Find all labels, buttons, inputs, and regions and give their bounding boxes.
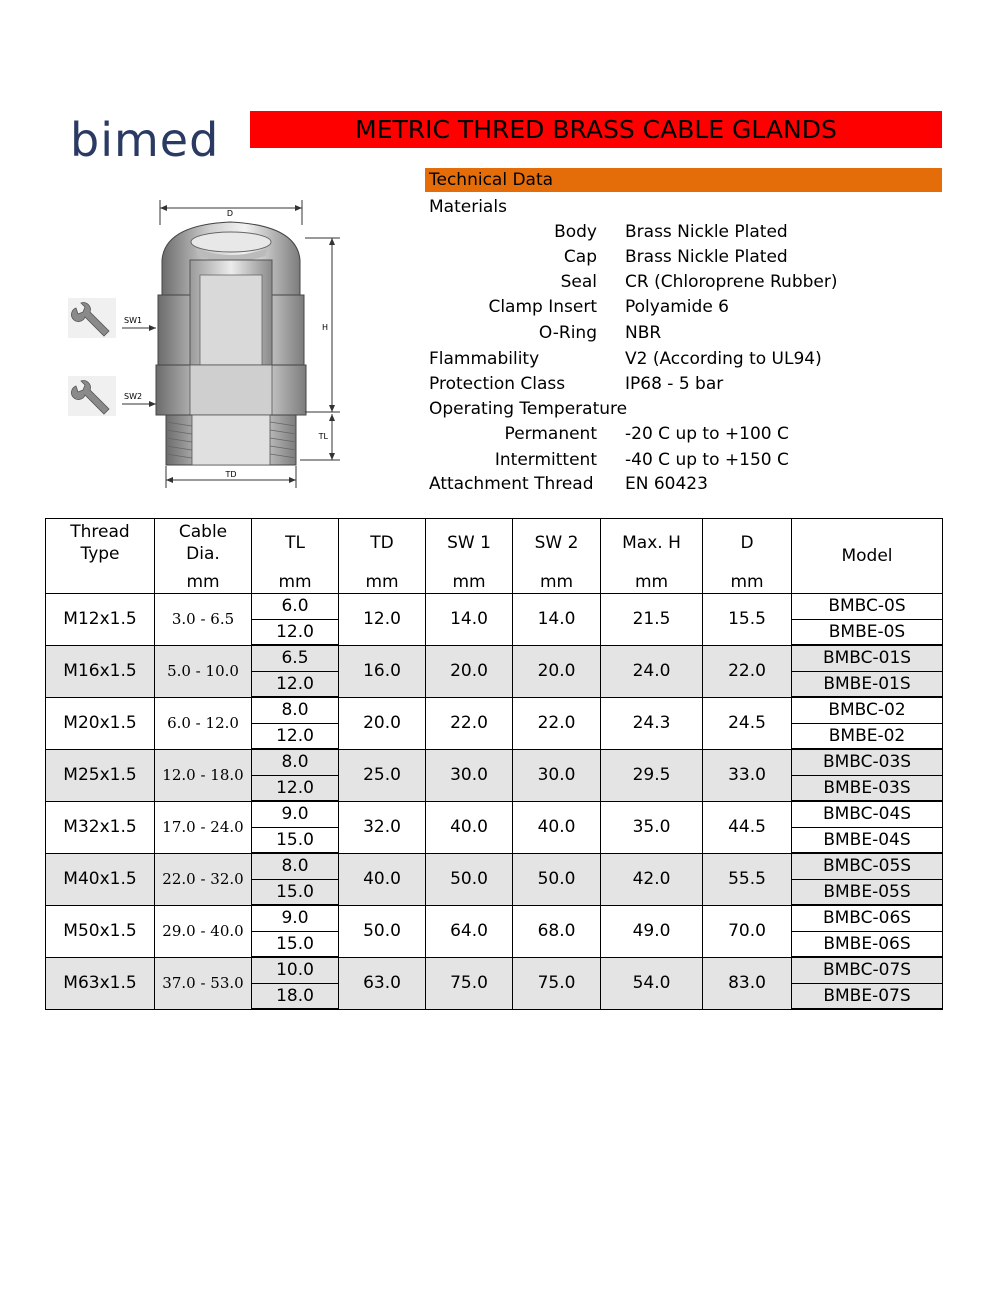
d-cell: 22.0 [703, 645, 792, 697]
thread-type-cell: M16x1.5 [46, 645, 155, 697]
model-cell-bottom: BMBE-01S [792, 671, 943, 697]
attachment-thread-value: EN 60423 [625, 474, 708, 494]
thread-type-cell: M63x1.5 [46, 957, 155, 1009]
operating-temperature-label: Operating Temperature [429, 399, 628, 419]
td-cell: 50.0 [339, 905, 426, 957]
thread-type-cell: M32x1.5 [46, 801, 155, 853]
model-cell-bottom: BMBE-03S [792, 775, 943, 801]
sw2-cell: 50.0 [513, 853, 601, 905]
dim-tl-label: TL [318, 432, 328, 441]
max-h-cell: 49.0 [601, 905, 703, 957]
tl-cell-top: 10.0 [252, 957, 339, 983]
d-cell: 44.5 [703, 801, 792, 853]
d-cell: 83.0 [703, 957, 792, 1009]
tl-cell-bottom: 15.0 [252, 931, 339, 957]
cap-value: Brass Nickle Plated [625, 247, 788, 267]
permanent-label: Permanent [504, 424, 597, 444]
model-cell-top: BMBC-07S [792, 957, 943, 983]
cable-dia-cell: 17.0 - 24.0 [155, 801, 252, 853]
page-title: METRIC THRED BRASS CABLE GLANDS [355, 115, 837, 144]
sw1-cell: 22.0 [426, 697, 513, 749]
cable-dia-cell: 12.0 - 18.0 [155, 749, 252, 801]
cable-dia-cell: 37.0 - 53.0 [155, 957, 252, 1009]
header-td: TD mm [339, 519, 426, 594]
model-cell-top: BMBC-02 [792, 697, 943, 723]
cable-dia-cell: 5.0 - 10.0 [155, 645, 252, 697]
tl-cell-top: 8.0 [252, 853, 339, 879]
max-h-cell: 24.3 [601, 697, 703, 749]
table-row [46, 645, 943, 671]
o-ring-value: NBR [625, 323, 662, 343]
model-cell-bottom: BMBE-02 [792, 723, 943, 749]
table-row [46, 697, 943, 723]
d-cell: 70.0 [703, 905, 792, 957]
body-value: Brass Nickle Plated [625, 222, 788, 242]
max-h-cell: 54.0 [601, 957, 703, 1009]
tl-cell-bottom: 15.0 [252, 879, 339, 905]
flammability-value: V2 (According to UL94) [625, 349, 822, 369]
sw2-cell: 14.0 [513, 594, 601, 646]
sw2-cell: 30.0 [513, 749, 601, 801]
sw1-cell: 20.0 [426, 645, 513, 697]
header-cable-dia: Cable Dia. mm [155, 519, 252, 594]
thread-type-cell: M20x1.5 [46, 697, 155, 749]
materials-label: Materials [429, 197, 507, 217]
td-cell: 63.0 [339, 957, 426, 1009]
header-sw2: SW 2 mm [513, 519, 601, 594]
tl-cell-bottom: 12.0 [252, 723, 339, 749]
thread-type-cell: M50x1.5 [46, 905, 155, 957]
model-cell-top: BMBC-01S [792, 645, 943, 671]
header-sw1: SW 1 mm [426, 519, 513, 594]
d-cell: 55.5 [703, 853, 792, 905]
header-max-h: Max. H mm [601, 519, 703, 594]
header-model: Model [792, 519, 943, 594]
tl-cell-bottom: 12.0 [252, 619, 339, 645]
dim-sw2-label: SW2 [124, 392, 143, 401]
sw2-cell: 40.0 [513, 801, 601, 853]
td-cell: 25.0 [339, 749, 426, 801]
sw1-cell: 50.0 [426, 853, 513, 905]
bimed-logo: bimed [70, 113, 220, 167]
model-cell-bottom: BMBE-06S [792, 931, 943, 957]
table-row [46, 594, 943, 620]
dim-td-label: TD [225, 470, 237, 479]
clamp-insert-label: Clamp Insert [488, 297, 597, 317]
attachment-thread-label: Attachment Thread [429, 474, 594, 494]
model-cell-bottom: BMBE-05S [792, 879, 943, 905]
table-row [46, 905, 943, 931]
intermittent-value: -40 C up to +150 C [625, 450, 789, 470]
clamp-insert-value: Polyamide 6 [625, 297, 730, 317]
thread-type-cell: M12x1.5 [46, 594, 155, 646]
flammability-label: Flammability [429, 349, 540, 369]
cap-label: Cap [563, 247, 597, 267]
table-header-row [46, 519, 943, 594]
tl-cell-top: 9.0 [252, 801, 339, 827]
tl-cell-top: 6.5 [252, 645, 339, 671]
model-cell-top: BMBC-0S [792, 594, 943, 620]
table-row [46, 957, 943, 983]
tl-cell-bottom: 12.0 [252, 671, 339, 697]
sw2-cell: 20.0 [513, 645, 601, 697]
header-d: D mm [703, 519, 792, 594]
td-cell: 32.0 [339, 801, 426, 853]
cable-dia-cell: 22.0 - 32.0 [155, 853, 252, 905]
td-cell: 40.0 [339, 853, 426, 905]
body-label: Body [554, 222, 597, 242]
dim-sw1-label: SW1 [124, 316, 143, 325]
header-thread-type: Thread Type [46, 519, 155, 594]
tl-cell-bottom: 12.0 [252, 775, 339, 801]
protection-class-label: Protection Class [429, 374, 566, 394]
d-cell: 15.5 [703, 594, 792, 646]
tl-cell-bottom: 15.0 [252, 827, 339, 853]
model-cell-bottom: BMBE-04S [792, 827, 943, 853]
tl-cell-top: 9.0 [252, 905, 339, 931]
cable-dia-cell: 29.0 - 40.0 [155, 905, 252, 957]
sw1-cell: 30.0 [426, 749, 513, 801]
permanent-value: -20 C up to +100 C [625, 424, 789, 444]
max-h-cell: 29.5 [601, 749, 703, 801]
gland-spec-table [45, 518, 943, 1010]
cable-dia-cell: 3.0 - 6.5 [155, 594, 252, 646]
cable-gland-drawing [60, 190, 390, 500]
wrench-icon [68, 298, 116, 338]
thread-type-cell: M25x1.5 [46, 749, 155, 801]
tl-cell-top: 8.0 [252, 749, 339, 775]
sw2-cell: 68.0 [513, 905, 601, 957]
td-cell: 16.0 [339, 645, 426, 697]
model-cell-top: BMBC-03S [792, 749, 943, 775]
dim-d-label: D [226, 209, 234, 218]
d-cell: 24.5 [703, 697, 792, 749]
model-cell-bottom: BMBE-0S [792, 619, 943, 645]
seal-value: CR (Chloroprene Rubber) [625, 272, 838, 292]
sw1-cell: 64.0 [426, 905, 513, 957]
thread-type-cell: M40x1.5 [46, 853, 155, 905]
d-cell: 33.0 [703, 749, 792, 801]
max-h-cell: 24.0 [601, 645, 703, 697]
table-row [46, 801, 943, 827]
cable-dia-cell: 6.0 - 12.0 [155, 697, 252, 749]
tl-cell-top: 6.0 [252, 594, 339, 620]
sw1-cell: 75.0 [426, 957, 513, 1009]
max-h-cell: 42.0 [601, 853, 703, 905]
td-cell: 12.0 [339, 594, 426, 646]
max-h-cell: 21.5 [601, 594, 703, 646]
technical-data-heading: Technical Data [429, 170, 554, 190]
model-cell-top: BMBC-04S [792, 801, 943, 827]
sw2-cell: 75.0 [513, 957, 601, 1009]
sw2-cell: 22.0 [513, 697, 601, 749]
tl-cell-top: 8.0 [252, 697, 339, 723]
o-ring-label: O-Ring [538, 323, 597, 343]
wrench-icon [68, 376, 116, 416]
sw1-cell: 40.0 [426, 801, 513, 853]
seal-label: Seal [560, 272, 597, 292]
table-row [46, 853, 943, 879]
model-cell-top: BMBC-06S [792, 905, 943, 931]
dim-h-label: H [321, 323, 328, 332]
intermittent-label: Intermittent [494, 450, 597, 470]
model-cell-bottom: BMBE-07S [792, 983, 943, 1009]
sw1-cell: 14.0 [426, 594, 513, 646]
header-tl: TL mm [252, 519, 339, 594]
td-cell: 20.0 [339, 697, 426, 749]
max-h-cell: 35.0 [601, 801, 703, 853]
table-row [46, 749, 943, 775]
tl-cell-bottom: 18.0 [252, 983, 339, 1009]
model-cell-top: BMBC-05S [792, 853, 943, 879]
protection-class-value: IP68 - 5 bar [625, 374, 724, 394]
